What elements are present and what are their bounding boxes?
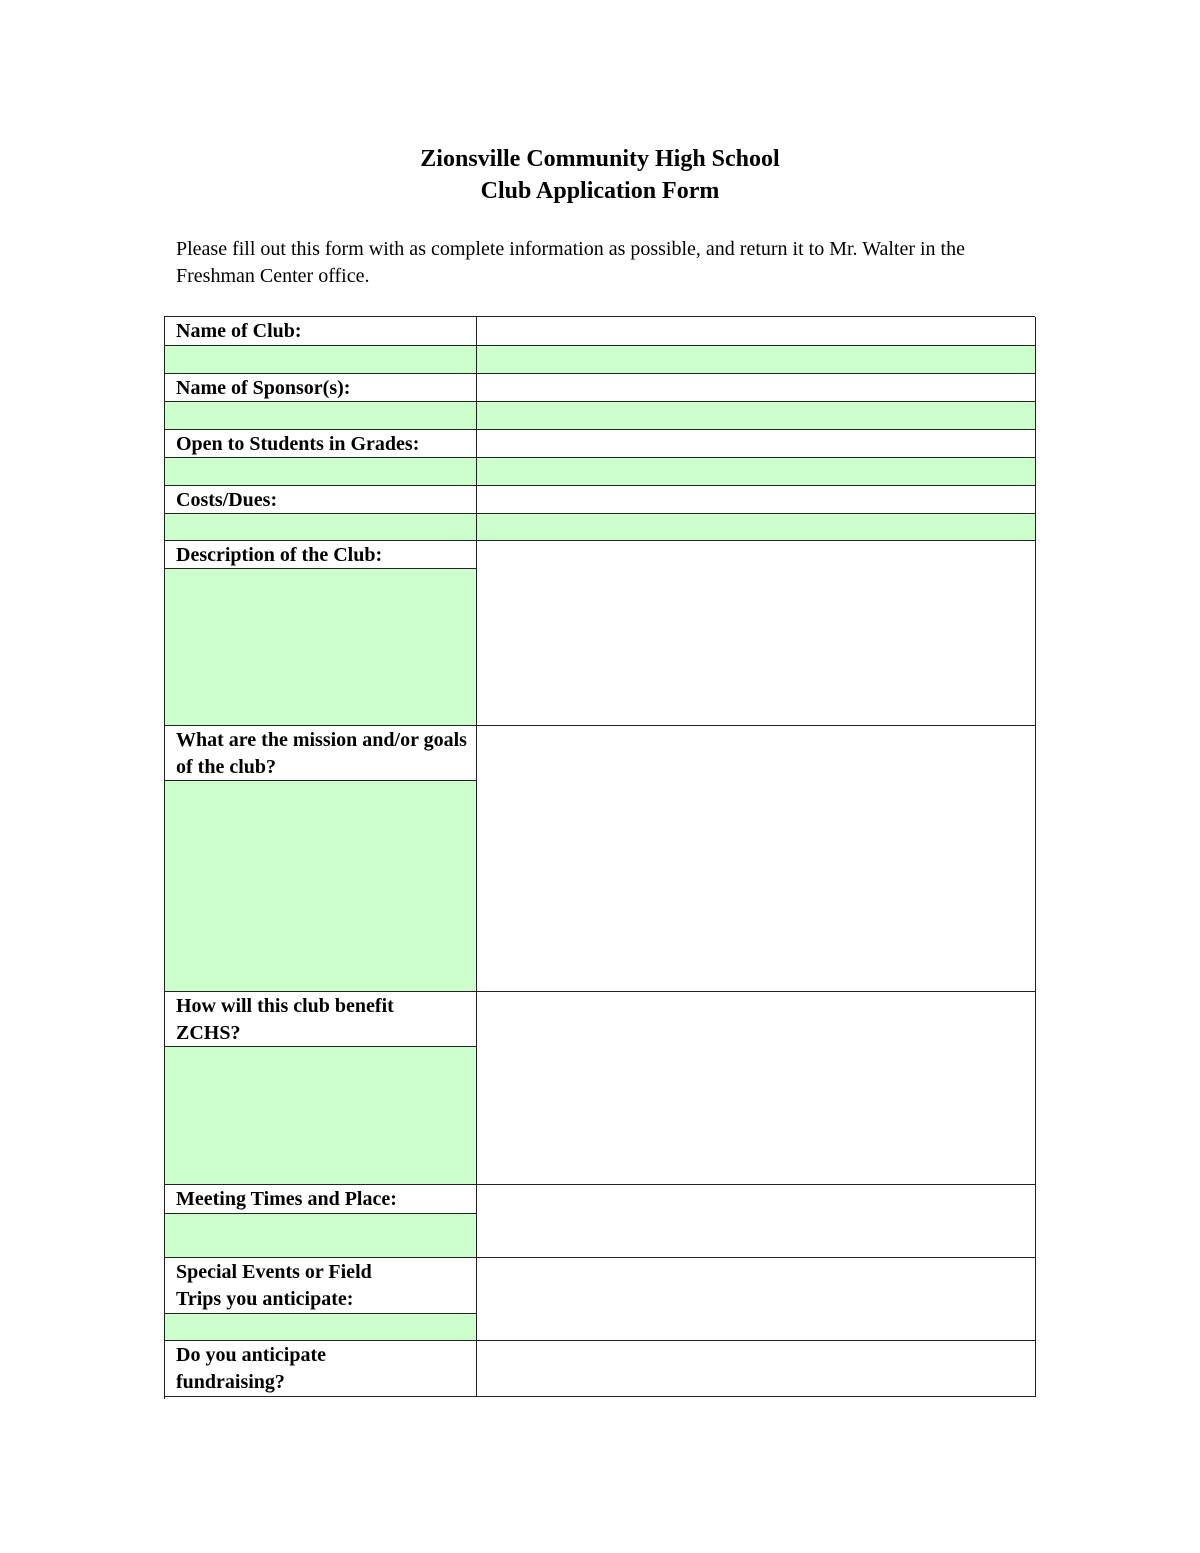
sponsors-answer[interactable] xyxy=(477,374,1036,402)
mission-answer[interactable] xyxy=(477,726,1036,992)
costs-fill-right[interactable] xyxy=(477,514,1036,541)
description-cell xyxy=(165,541,477,726)
grades-fill-right[interactable] xyxy=(477,458,1036,486)
description-label: Description of the Club: xyxy=(165,541,476,569)
benefit-cell xyxy=(165,992,477,1185)
benefit-answer[interactable] xyxy=(477,992,1036,1185)
events-fill[interactable] xyxy=(165,1314,476,1340)
description-answer[interactable] xyxy=(477,541,1036,726)
description-fill[interactable] xyxy=(165,569,476,725)
benefit-fill[interactable] xyxy=(165,1047,476,1184)
events-cell xyxy=(165,1258,477,1341)
meeting-cell xyxy=(165,1185,477,1258)
club-name-label: Name of Club: xyxy=(165,317,477,346)
sponsors-fill-right[interactable] xyxy=(477,402,1036,430)
instructions-text: Please fill out this form with as complete information as possible, and return it to Mr. Walter in the Freshman Center office. xyxy=(176,238,965,287)
benefit-label: How will this club benefit ZCHS? xyxy=(165,992,476,1047)
meeting-answer[interactable] xyxy=(477,1185,1036,1258)
mission-cell xyxy=(165,726,477,992)
club-name-fill-left[interactable] xyxy=(165,346,477,374)
fundraising-label: Do you anticipate fundraising? xyxy=(165,1341,477,1397)
form-header xyxy=(0,143,1200,207)
club-name-answer[interactable] xyxy=(477,317,1036,346)
grades-label: Open to Students in Grades: xyxy=(165,430,477,458)
meeting-fill[interactable] xyxy=(165,1214,476,1257)
meeting-label: Meeting Times and Place: xyxy=(165,1185,476,1214)
costs-fill-left[interactable] xyxy=(165,514,477,541)
mission-fill[interactable] xyxy=(165,781,476,991)
events-answer[interactable] xyxy=(477,1258,1036,1341)
sponsors-fill-left[interactable] xyxy=(165,402,477,430)
fundraising-answer[interactable] xyxy=(477,1341,1036,1397)
grades-answer[interactable] xyxy=(477,430,1036,458)
costs-answer[interactable] xyxy=(477,486,1036,514)
mission-label: What are the mission and/or goals of the club? xyxy=(165,726,476,781)
sponsors-label: Name of Sponsor(s): xyxy=(165,374,477,402)
school-name: Zionsville Community High School xyxy=(420,146,780,172)
grades-fill-left[interactable] xyxy=(165,458,477,486)
form-title: Club Application Form xyxy=(480,178,720,204)
events-label: Special Events or Field Trips you anticipate: xyxy=(165,1258,476,1314)
costs-label: Costs/Dues: xyxy=(165,486,477,514)
club-name-fill-right[interactable] xyxy=(477,346,1036,374)
application-table xyxy=(164,316,1035,1399)
